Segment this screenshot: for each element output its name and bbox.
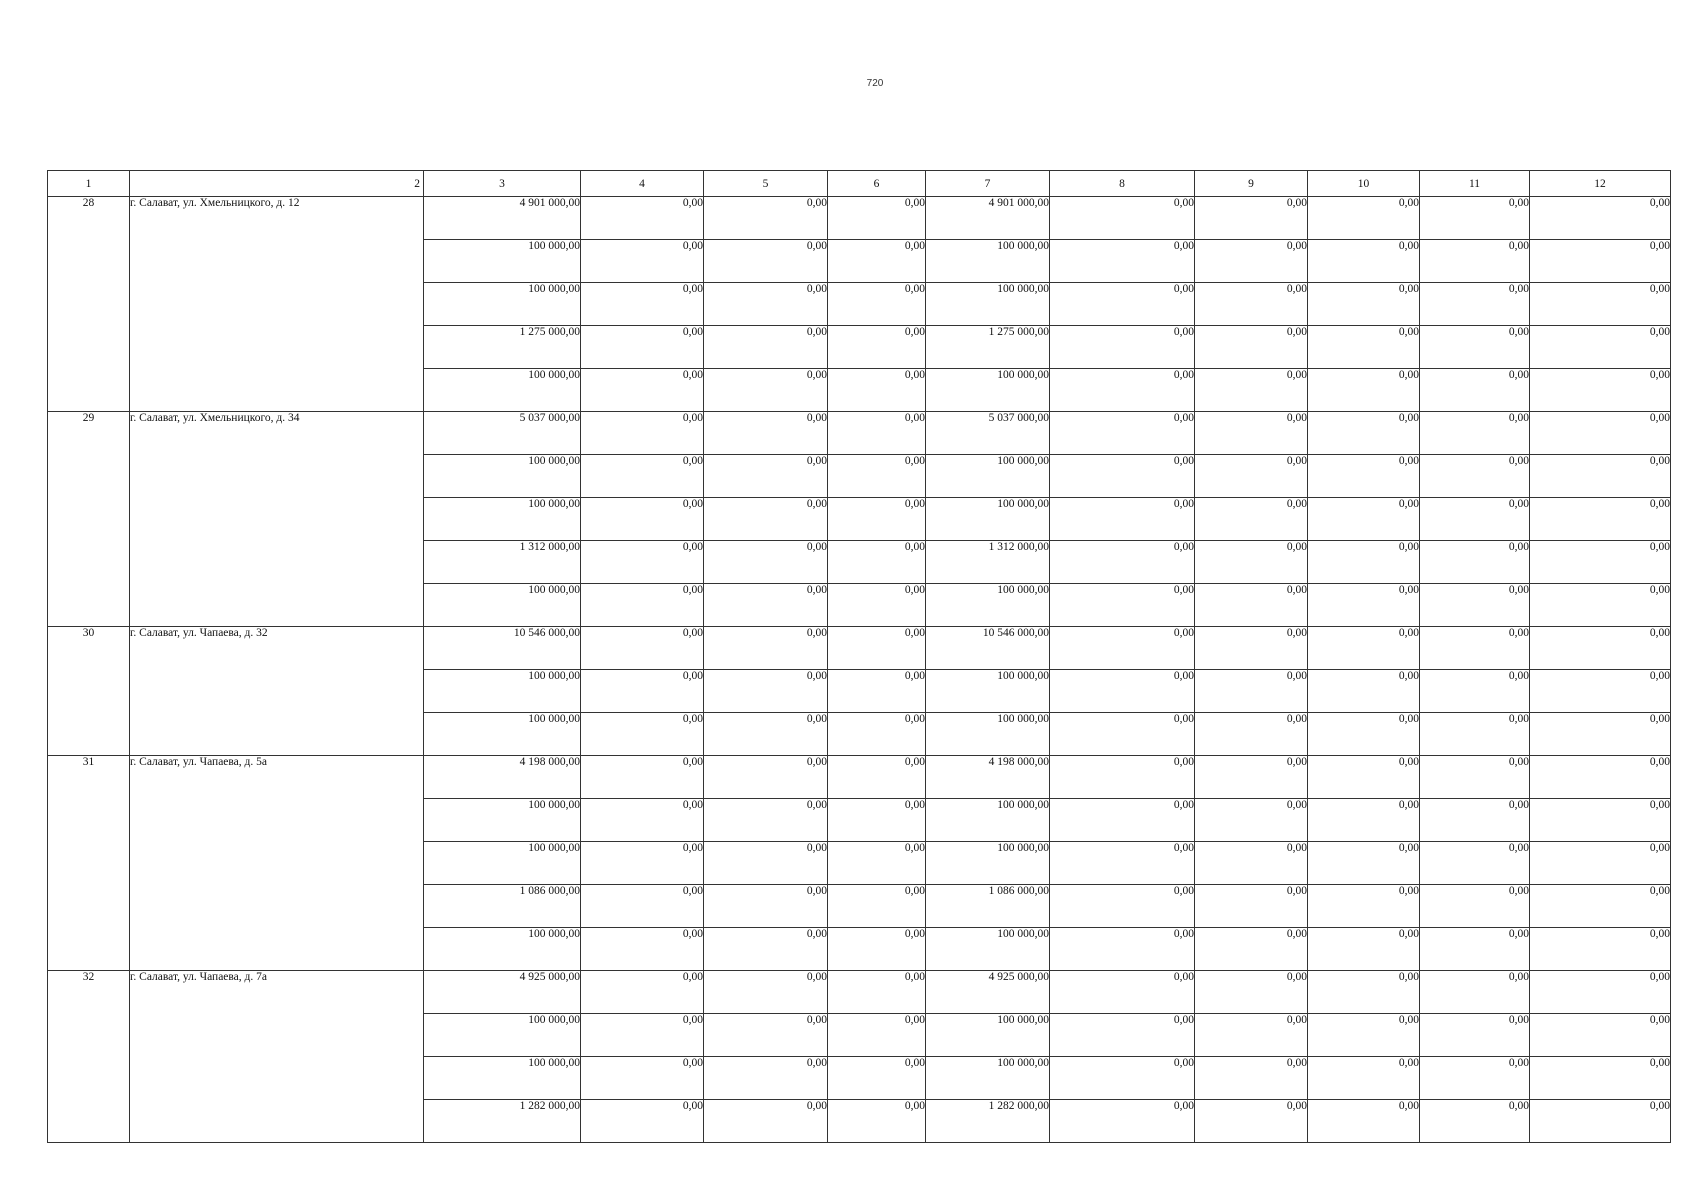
value-cell: 0,00	[1050, 455, 1195, 498]
value-cell: 0,00	[1308, 756, 1420, 799]
value-cell: 0,00	[1308, 713, 1420, 756]
value-cell: 4 901 000,00	[424, 197, 581, 240]
value-cell: 0,00	[1050, 885, 1195, 928]
value-cell: 0,00	[581, 799, 704, 842]
value-cell: 0,00	[581, 670, 704, 713]
value-cell: 0,00	[1420, 928, 1530, 971]
value-cell: 100 000,00	[926, 283, 1050, 326]
value-cell: 0,00	[704, 928, 828, 971]
value-cell: 0,00	[828, 799, 926, 842]
value-cell: 0,00	[1308, 412, 1420, 455]
value-cell: 0,00	[828, 928, 926, 971]
value-cell: 100 000,00	[424, 283, 581, 326]
value-cell: 0,00	[1050, 541, 1195, 584]
value-cell: 100 000,00	[926, 584, 1050, 627]
value-cell: 100 000,00	[424, 584, 581, 627]
value-cell: 0,00	[581, 885, 704, 928]
address-cell: г. Салават, ул. Чапаева, д. 32	[130, 627, 424, 756]
value-cell: 4 198 000,00	[926, 756, 1050, 799]
value-cell: 0,00	[704, 627, 828, 670]
value-cell: 0,00	[1530, 412, 1671, 455]
column-header: 7	[926, 171, 1050, 197]
value-cell: 0,00	[828, 498, 926, 541]
value-cell: 0,00	[1530, 326, 1671, 369]
value-cell: 0,00	[1195, 283, 1308, 326]
value-cell: 0,00	[581, 240, 704, 283]
table-row	[48, 756, 1671, 799]
value-cell: 0,00	[1530, 799, 1671, 842]
address-cell: г. Салават, ул. Чапаева, д. 7а	[130, 971, 424, 1143]
value-cell: 0,00	[1308, 283, 1420, 326]
value-cell: 100 000,00	[424, 928, 581, 971]
value-cell: 0,00	[1308, 928, 1420, 971]
value-cell: 0,00	[1050, 369, 1195, 412]
value-cell: 0,00	[704, 541, 828, 584]
value-cell: 1 086 000,00	[424, 885, 581, 928]
table-row	[48, 971, 1671, 1014]
column-header: 9	[1195, 171, 1308, 197]
value-cell: 0,00	[704, 1014, 828, 1057]
value-cell: 0,00	[1308, 240, 1420, 283]
value-cell: 0,00	[1530, 498, 1671, 541]
value-cell: 0,00	[1420, 584, 1530, 627]
value-cell: 0,00	[704, 197, 828, 240]
value-cell: 0,00	[704, 971, 828, 1014]
value-cell: 0,00	[1050, 240, 1195, 283]
address-cell: г. Салават, ул. Чапаева, д. 5а	[130, 756, 424, 971]
value-cell: 0,00	[1530, 584, 1671, 627]
value-cell: 0,00	[1195, 240, 1308, 283]
value-cell: 0,00	[1050, 670, 1195, 713]
value-cell: 0,00	[828, 627, 926, 670]
value-cell: 0,00	[581, 412, 704, 455]
value-cell: 0,00	[1195, 197, 1308, 240]
value-cell: 0,00	[1050, 498, 1195, 541]
value-cell: 0,00	[1308, 1014, 1420, 1057]
value-cell: 0,00	[1195, 412, 1308, 455]
value-cell: 0,00	[1420, 1100, 1530, 1143]
value-cell: 1 086 000,00	[926, 885, 1050, 928]
value-cell: 0,00	[1420, 369, 1530, 412]
value-cell: 0,00	[1420, 756, 1530, 799]
value-cell: 0,00	[1530, 928, 1671, 971]
value-cell: 0,00	[1420, 842, 1530, 885]
value-cell: 0,00	[1308, 498, 1420, 541]
value-cell: 0,00	[581, 971, 704, 1014]
column-header: 4	[581, 171, 704, 197]
value-cell: 4 901 000,00	[926, 197, 1050, 240]
value-cell: 10 546 000,00	[926, 627, 1050, 670]
column-header: 12	[1530, 171, 1671, 197]
value-cell: 0,00	[1050, 326, 1195, 369]
value-cell: 0,00	[828, 240, 926, 283]
table-row	[48, 412, 1671, 455]
value-cell: 0,00	[1195, 713, 1308, 756]
column-header: 8	[1050, 171, 1195, 197]
value-cell: 0,00	[828, 1057, 926, 1100]
table-row	[48, 627, 1671, 670]
value-cell: 0,00	[1530, 197, 1671, 240]
value-cell: 0,00	[1308, 670, 1420, 713]
value-cell: 0,00	[704, 842, 828, 885]
value-cell: 0,00	[828, 1100, 926, 1143]
value-cell: 0,00	[828, 283, 926, 326]
value-cell: 0,00	[1195, 584, 1308, 627]
value-cell: 0,00	[1530, 240, 1671, 283]
value-cell: 0,00	[1420, 541, 1530, 584]
value-cell: 0,00	[1195, 627, 1308, 670]
value-cell: 100 000,00	[424, 1014, 581, 1057]
value-cell: 0,00	[581, 928, 704, 971]
value-cell: 100 000,00	[424, 670, 581, 713]
column-header: 2	[130, 171, 424, 197]
value-cell: 100 000,00	[926, 713, 1050, 756]
value-cell: 0,00	[704, 283, 828, 326]
value-cell: 0,00	[1195, 971, 1308, 1014]
value-cell: 0,00	[704, 885, 828, 928]
value-cell: 0,00	[1420, 799, 1530, 842]
value-cell: 0,00	[581, 197, 704, 240]
value-cell: 100 000,00	[424, 240, 581, 283]
column-header: 6	[828, 171, 926, 197]
budget-table	[47, 170, 1671, 1143]
row-number: 28	[48, 197, 130, 412]
page-number: 720	[866, 78, 884, 89]
value-cell: 0,00	[1050, 584, 1195, 627]
value-cell: 0,00	[828, 541, 926, 584]
value-cell: 0,00	[828, 584, 926, 627]
value-cell: 0,00	[828, 1014, 926, 1057]
value-cell: 0,00	[1308, 885, 1420, 928]
value-cell: 0,00	[1420, 1014, 1530, 1057]
value-cell: 0,00	[581, 283, 704, 326]
value-cell: 0,00	[1050, 799, 1195, 842]
value-cell: 0,00	[1195, 369, 1308, 412]
value-cell: 0,00	[828, 455, 926, 498]
value-cell: 0,00	[581, 541, 704, 584]
value-cell: 0,00	[581, 627, 704, 670]
value-cell: 0,00	[704, 756, 828, 799]
address-cell: г. Салават, ул. Хмельницкого, д. 34	[130, 412, 424, 627]
value-cell: 0,00	[1308, 584, 1420, 627]
value-cell: 0,00	[581, 1014, 704, 1057]
value-cell: 0,00	[1530, 670, 1671, 713]
value-cell: 100 000,00	[926, 799, 1050, 842]
value-cell: 0,00	[1050, 1100, 1195, 1143]
value-cell: 100 000,00	[424, 842, 581, 885]
value-cell: 100 000,00	[424, 455, 581, 498]
value-cell: 0,00	[1195, 799, 1308, 842]
value-cell: 4 925 000,00	[926, 971, 1050, 1014]
value-cell: 0,00	[581, 1057, 704, 1100]
value-cell: 100 000,00	[926, 455, 1050, 498]
value-cell: 0,00	[828, 326, 926, 369]
value-cell: 0,00	[1530, 1057, 1671, 1100]
value-cell: 0,00	[704, 713, 828, 756]
value-cell: 0,00	[1195, 756, 1308, 799]
value-cell: 0,00	[828, 971, 926, 1014]
value-cell: 0,00	[1420, 627, 1530, 670]
value-cell: 0,00	[1530, 713, 1671, 756]
value-cell: 0,00	[828, 842, 926, 885]
value-cell: 0,00	[704, 240, 828, 283]
value-cell: 0,00	[1195, 455, 1308, 498]
value-cell: 0,00	[1420, 412, 1530, 455]
value-cell: 0,00	[828, 197, 926, 240]
value-cell: 0,00	[1420, 971, 1530, 1014]
value-cell: 0,00	[828, 756, 926, 799]
address-cell: г. Салават, ул. Хмельницкого, д. 12	[130, 197, 424, 412]
value-cell: 100 000,00	[926, 369, 1050, 412]
value-cell: 0,00	[1420, 326, 1530, 369]
value-cell: 0,00	[1420, 1057, 1530, 1100]
value-cell: 0,00	[1195, 498, 1308, 541]
value-cell: 0,00	[1050, 842, 1195, 885]
value-cell: 0,00	[1050, 1057, 1195, 1100]
value-cell: 0,00	[1050, 197, 1195, 240]
value-cell: 0,00	[1050, 713, 1195, 756]
value-cell: 0,00	[1420, 283, 1530, 326]
value-cell: 0,00	[1308, 326, 1420, 369]
value-cell: 0,00	[1420, 670, 1530, 713]
table-row	[48, 197, 1671, 240]
value-cell: 0,00	[828, 885, 926, 928]
value-cell: 0,00	[1308, 455, 1420, 498]
value-cell: 5 037 000,00	[424, 412, 581, 455]
row-number: 32	[48, 971, 130, 1143]
value-cell: 0,00	[704, 369, 828, 412]
value-cell: 0,00	[1420, 885, 1530, 928]
value-cell: 0,00	[581, 455, 704, 498]
value-cell: 0,00	[1195, 326, 1308, 369]
value-cell: 0,00	[704, 1100, 828, 1143]
value-cell: 0,00	[1308, 627, 1420, 670]
value-cell: 5 037 000,00	[926, 412, 1050, 455]
value-cell: 0,00	[704, 326, 828, 369]
value-cell: 1 312 000,00	[424, 541, 581, 584]
value-cell: 0,00	[1195, 885, 1308, 928]
value-cell: 0,00	[1308, 842, 1420, 885]
value-cell: 0,00	[1308, 1100, 1420, 1143]
value-cell: 100 000,00	[926, 1014, 1050, 1057]
value-cell: 0,00	[704, 455, 828, 498]
value-cell: 0,00	[1530, 971, 1671, 1014]
value-cell: 100 000,00	[926, 670, 1050, 713]
value-cell: 0,00	[1195, 842, 1308, 885]
value-cell: 0,00	[704, 1057, 828, 1100]
value-cell: 0,00	[1050, 928, 1195, 971]
value-cell: 0,00	[1530, 541, 1671, 584]
value-cell: 0,00	[1530, 885, 1671, 928]
row-number: 31	[48, 756, 130, 971]
value-cell: 0,00	[1530, 756, 1671, 799]
value-cell: 0,00	[1195, 928, 1308, 971]
value-cell: 100 000,00	[926, 1057, 1050, 1100]
value-cell: 0,00	[1195, 1100, 1308, 1143]
value-cell: 0,00	[828, 369, 926, 412]
value-cell: 100 000,00	[926, 240, 1050, 283]
value-cell: 0,00	[1308, 971, 1420, 1014]
value-cell: 0,00	[1420, 498, 1530, 541]
value-cell: 1 312 000,00	[926, 541, 1050, 584]
value-cell: 1 275 000,00	[424, 326, 581, 369]
value-cell: 0,00	[1195, 1057, 1308, 1100]
value-cell: 0,00	[704, 799, 828, 842]
value-cell: 0,00	[1050, 756, 1195, 799]
table-body	[48, 197, 1671, 1143]
value-cell: 1 282 000,00	[424, 1100, 581, 1143]
value-cell: 0,00	[581, 584, 704, 627]
value-cell: 0,00	[1530, 283, 1671, 326]
value-cell: 0,00	[581, 842, 704, 885]
value-cell: 0,00	[704, 498, 828, 541]
value-cell: 0,00	[1050, 627, 1195, 670]
value-cell: 0,00	[1195, 541, 1308, 584]
value-cell: 0,00	[1530, 842, 1671, 885]
value-cell: 0,00	[1530, 1100, 1671, 1143]
value-cell: 100 000,00	[424, 713, 581, 756]
value-cell: 0,00	[828, 713, 926, 756]
value-cell: 4 198 000,00	[424, 756, 581, 799]
row-number: 30	[48, 627, 130, 756]
value-cell: 0,00	[1420, 713, 1530, 756]
value-cell: 0,00	[828, 670, 926, 713]
value-cell: 0,00	[1195, 670, 1308, 713]
value-cell: 10 546 000,00	[424, 627, 581, 670]
value-cell: 0,00	[581, 498, 704, 541]
header-row	[48, 171, 1671, 197]
value-cell: 0,00	[581, 326, 704, 369]
value-cell: 0,00	[1308, 197, 1420, 240]
value-cell: 0,00	[1050, 971, 1195, 1014]
value-cell: 0,00	[1530, 369, 1671, 412]
value-cell: 100 000,00	[424, 369, 581, 412]
value-cell: 100 000,00	[926, 928, 1050, 971]
value-cell: 100 000,00	[424, 498, 581, 541]
value-cell: 0,00	[1050, 283, 1195, 326]
value-cell: 1 275 000,00	[926, 326, 1050, 369]
column-header: 3	[424, 171, 581, 197]
value-cell: 0,00	[581, 756, 704, 799]
value-cell: 100 000,00	[926, 842, 1050, 885]
value-cell: 0,00	[1530, 455, 1671, 498]
value-cell: 0,00	[1050, 1014, 1195, 1057]
value-cell: 0,00	[581, 369, 704, 412]
value-cell: 0,00	[1195, 1014, 1308, 1057]
value-cell: 0,00	[1308, 799, 1420, 842]
value-cell: 0,00	[704, 584, 828, 627]
value-cell: 0,00	[1420, 197, 1530, 240]
value-cell: 0,00	[1530, 1014, 1671, 1057]
value-cell: 0,00	[1308, 541, 1420, 584]
column-header: 10	[1308, 171, 1420, 197]
value-cell: 4 925 000,00	[424, 971, 581, 1014]
value-cell: 0,00	[1530, 627, 1671, 670]
value-cell: 100 000,00	[424, 799, 581, 842]
value-cell: 1 282 000,00	[926, 1100, 1050, 1143]
value-cell: 0,00	[1420, 455, 1530, 498]
value-cell: 0,00	[1308, 1057, 1420, 1100]
value-cell: 0,00	[704, 670, 828, 713]
value-cell: 0,00	[1308, 369, 1420, 412]
value-cell: 0,00	[581, 1100, 704, 1143]
column-header: 11	[1420, 171, 1530, 197]
value-cell: 0,00	[1420, 240, 1530, 283]
column-header: 1	[48, 171, 130, 197]
row-number: 29	[48, 412, 130, 627]
value-cell: 0,00	[581, 713, 704, 756]
value-cell: 100 000,00	[926, 498, 1050, 541]
value-cell: 0,00	[828, 412, 926, 455]
value-cell: 0,00	[1050, 412, 1195, 455]
value-cell: 0,00	[704, 412, 828, 455]
value-cell: 100 000,00	[424, 1057, 581, 1100]
column-header: 5	[704, 171, 828, 197]
